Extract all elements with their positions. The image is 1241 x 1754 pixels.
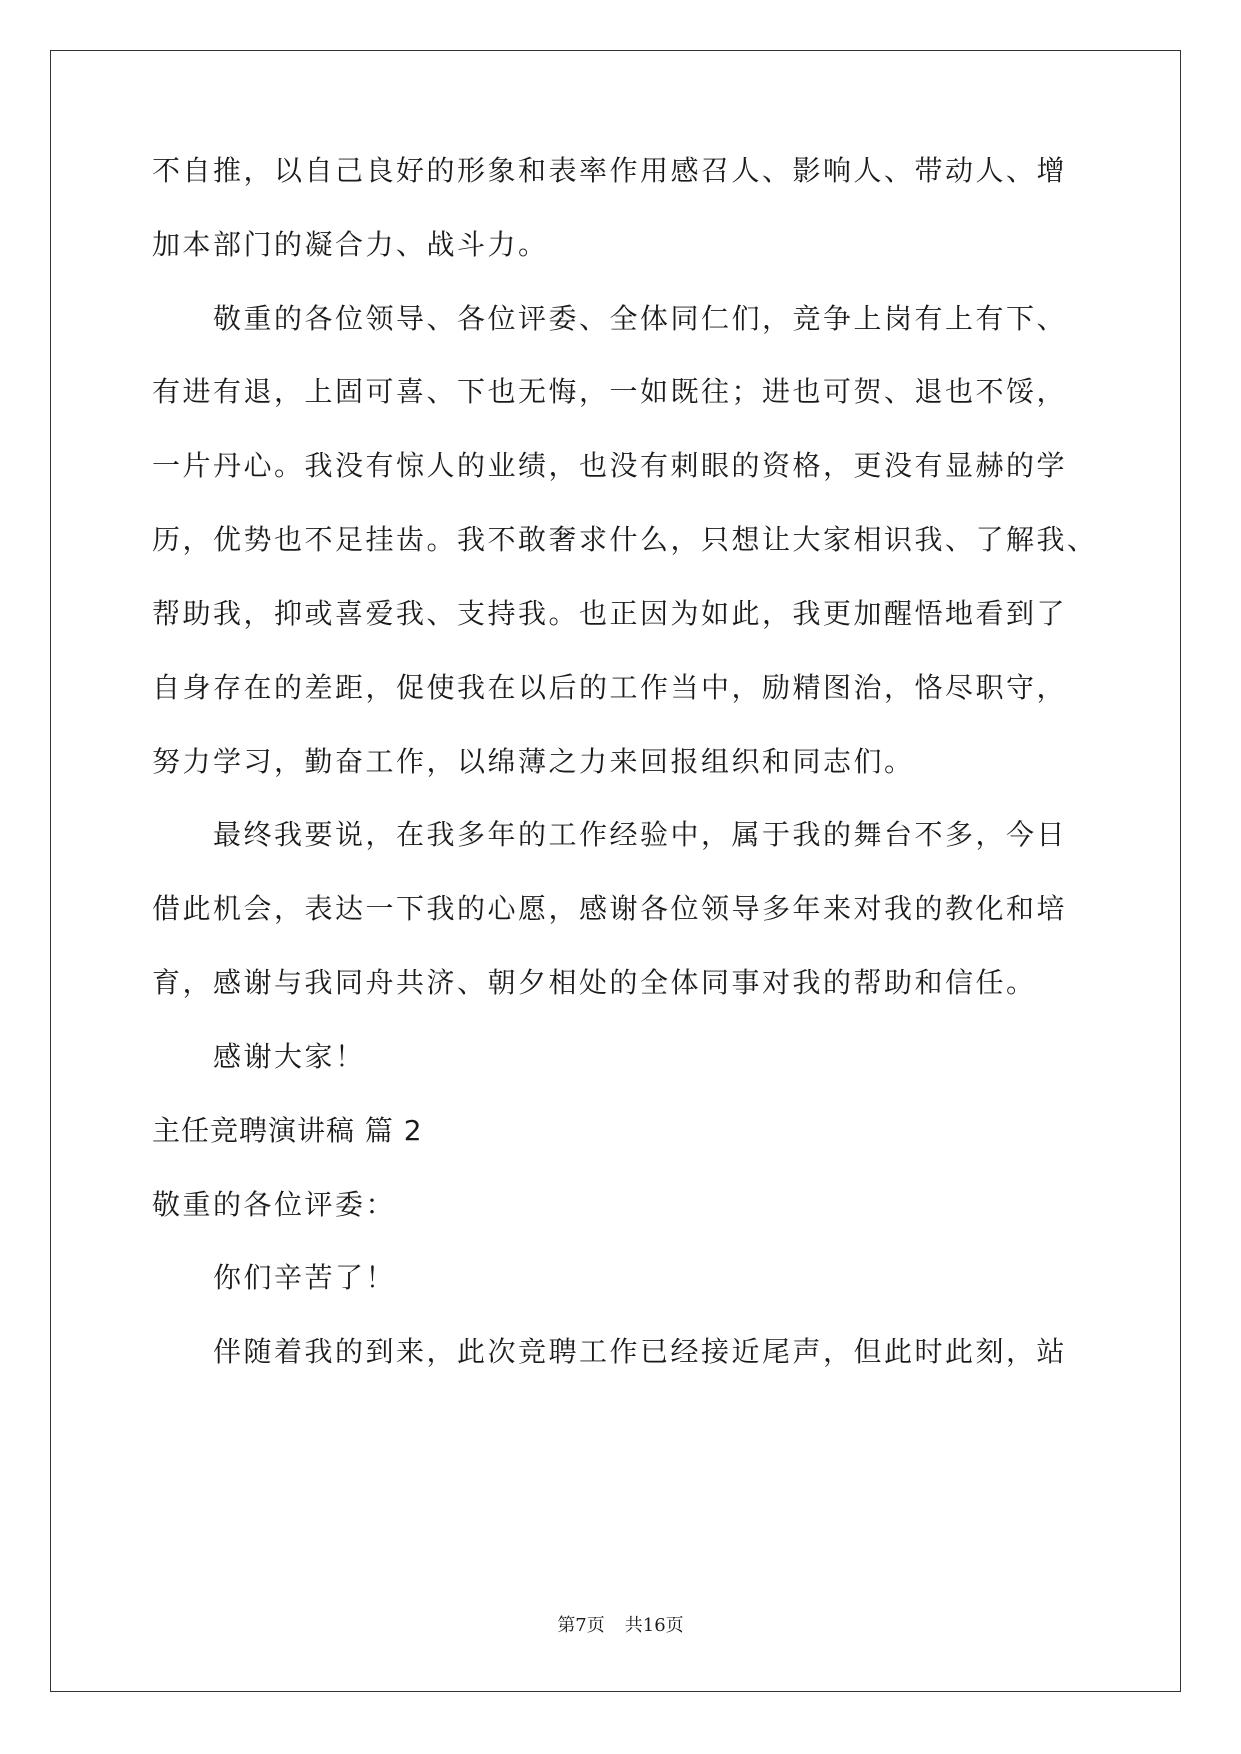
text-line: 努力学习，勤奋工作，以绵薄之力来回报组织和同志们。 [152,745,915,778]
text-line: 敬重的各位领导、各位评委、全体同仁们，竞争上岗有上有下、 [213,302,1068,335]
text-line: 加本部门的凝合力、战斗力。 [152,228,549,261]
text-line: 一片丹心。我没有惊人的业绩，也没有刺眼的资格，更没有显赫的学 [152,449,1068,482]
salutation: 敬重的各位评委： [152,1188,397,1221]
text-line: 伴随着我的到来，此次竞聘工作已经接近尾声，但此时此刻，站 [213,1335,1068,1368]
text-line: 借此机会，表达一下我的心愿，感谢各位领导多年来对我的教化和培 [152,892,1068,925]
text-line: 不自推，以自己良好的形象和表率作用感召人、影响人、带动人、增 [152,154,1068,187]
text-line: 你们辛苦了！ [213,1261,397,1294]
text-line: 历，优势也不足挂齿。我不敢奢求什么，只想让大家相识我、了解我、 [152,523,1098,556]
text-line: 育，感谢与我同舟共济、朝夕相处的全体同事对我的帮助和信任。 [152,966,1037,999]
text-line: 自身存在的差距，促使我在以后的工作当中，励精图治，恪尽职守， [152,671,1068,704]
text-line: 感谢大家！ [213,1040,366,1073]
text-line: 有进有退，上固可喜、下也无悔，一如既往；进也可贺、退也不馁， [152,375,1068,408]
page-current: 第7页 [557,1615,605,1636]
page-footer [0,1614,1241,1638]
section-heading: 主任竞聘演讲稿 篇 2 [152,1114,423,1147]
text-line: 帮助我，抑或喜爱我、支持我。也正因为如此，我更加醒悟地看到了 [152,597,1068,630]
page-border [50,50,1181,1692]
page-total: 共16页 [624,1615,684,1636]
text-line: 最终我要说，在我多年的工作经验中，属于我的舞台不多，今日 [213,818,1068,851]
